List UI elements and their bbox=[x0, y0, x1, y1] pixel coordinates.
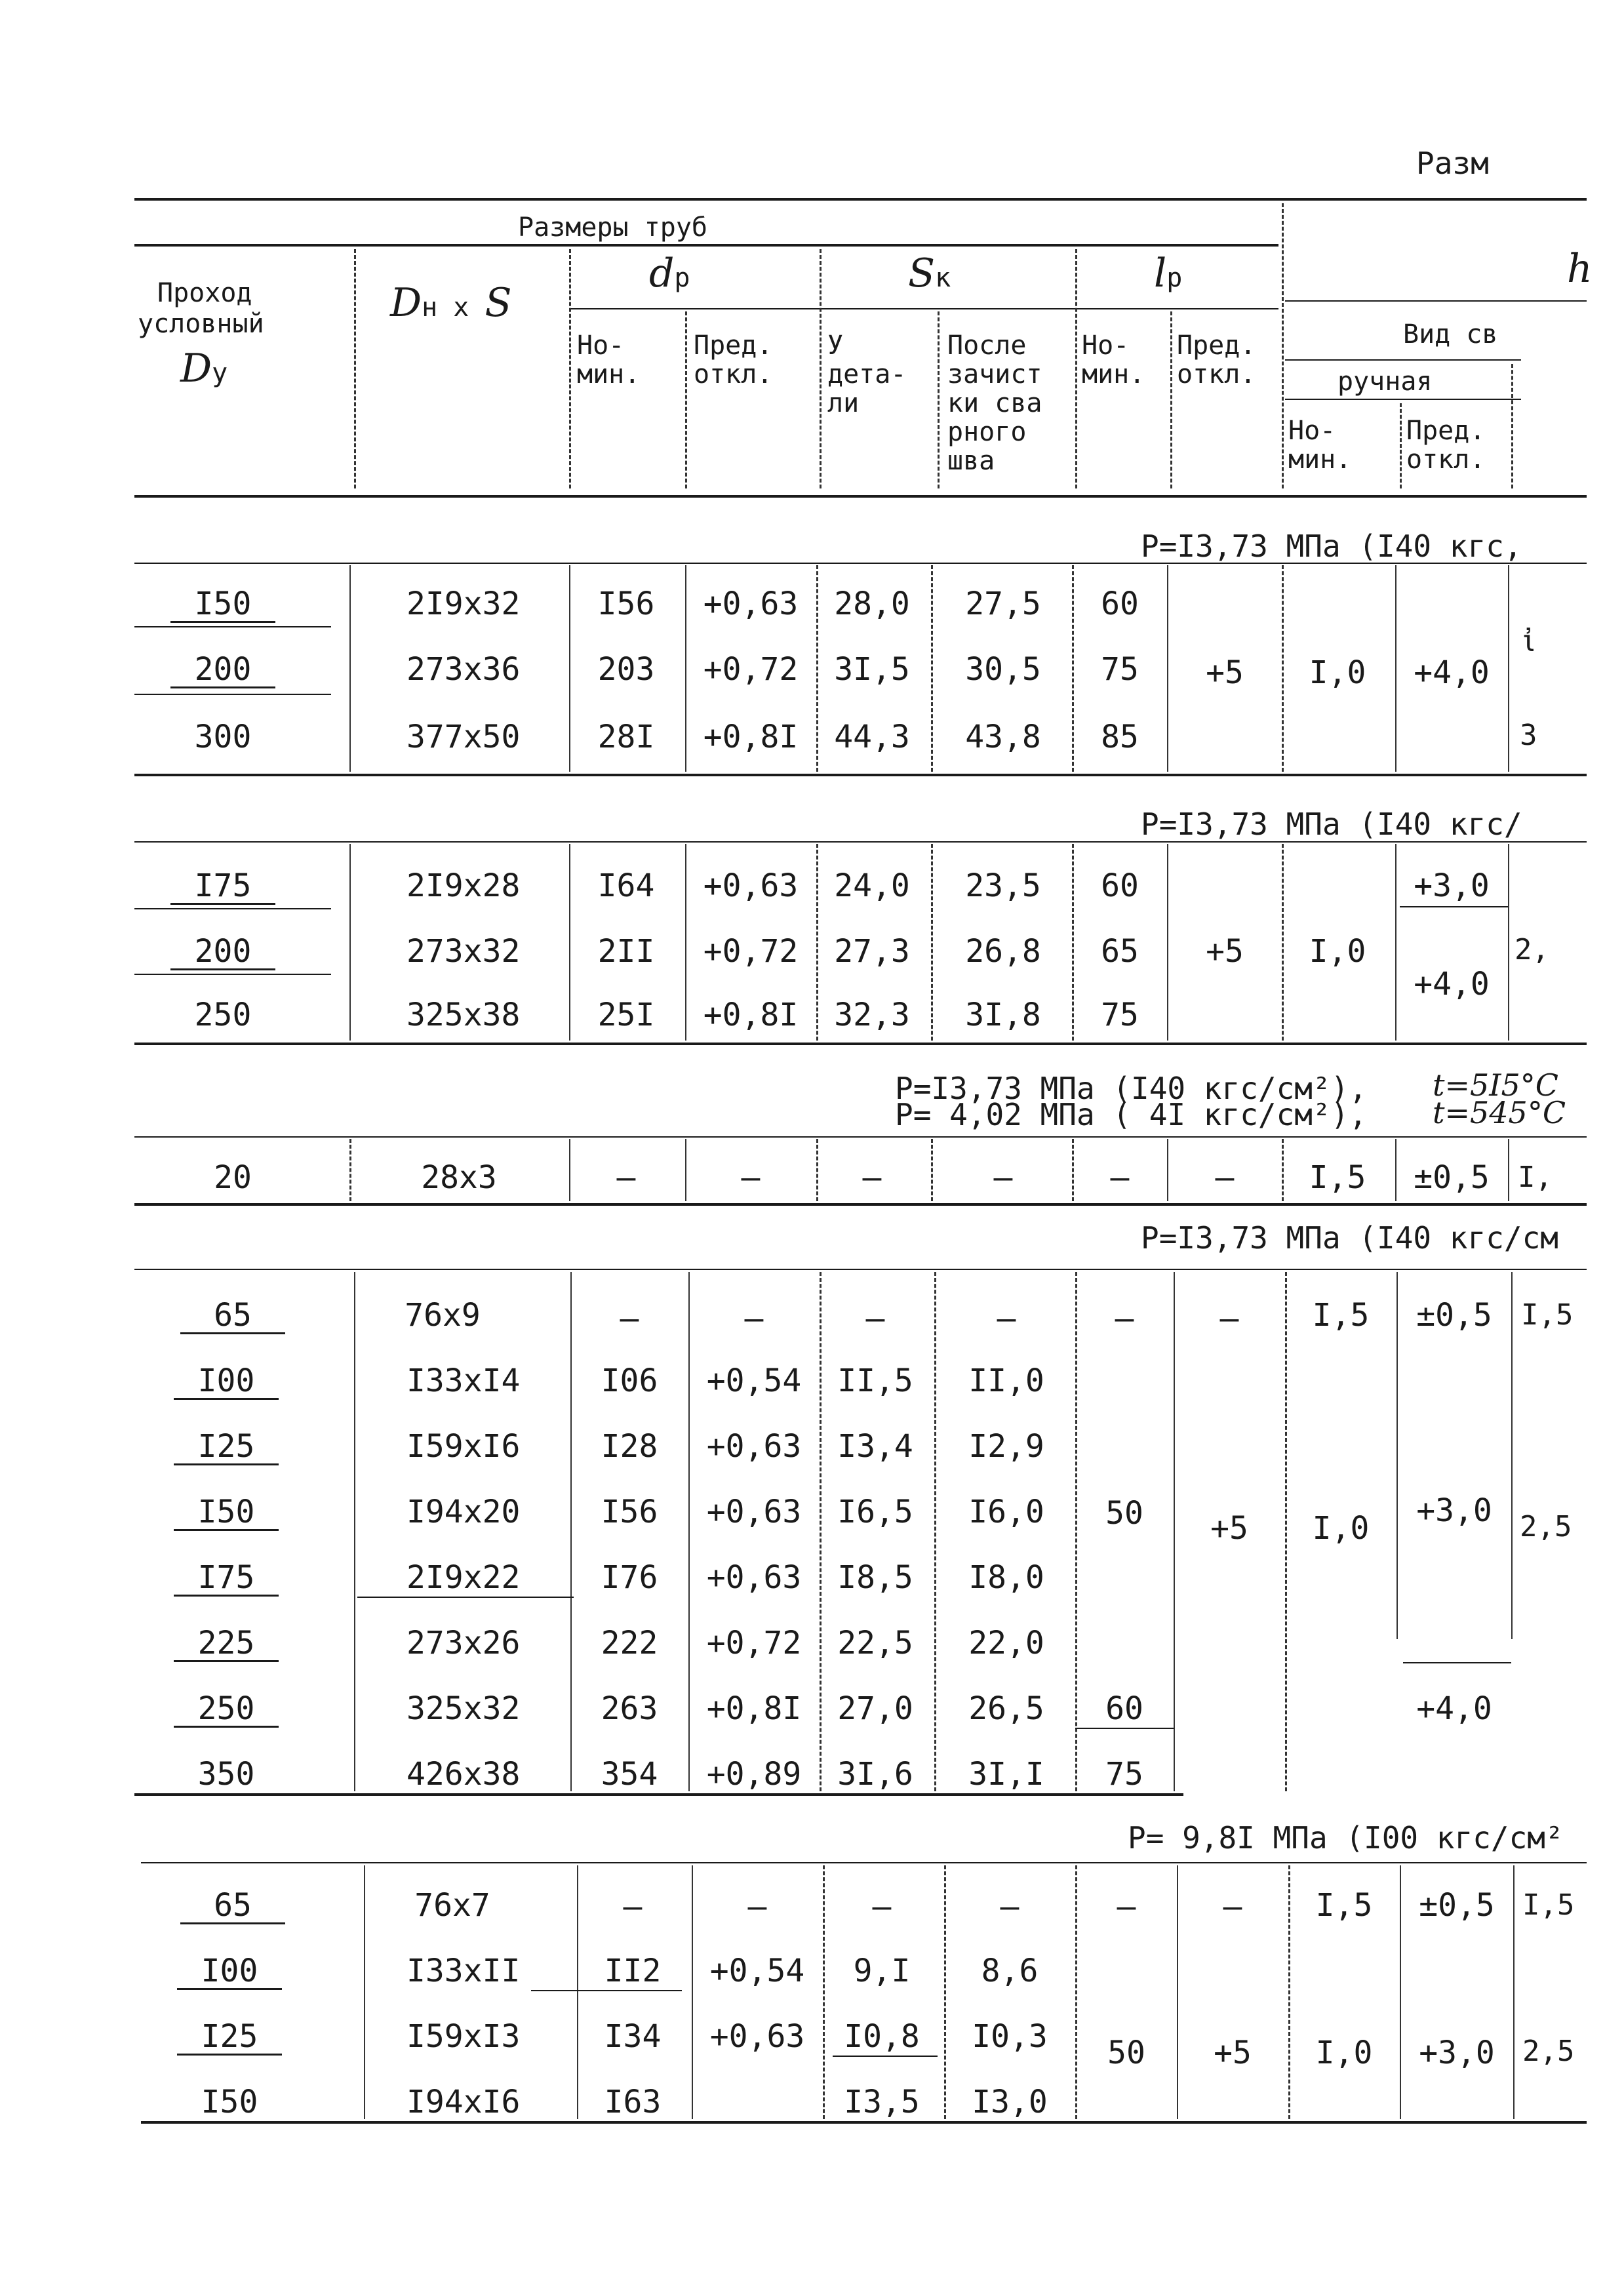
cell-h-deviation: +4,0 bbox=[1414, 966, 1490, 1003]
column-divider bbox=[349, 844, 351, 1041]
column-divider bbox=[1282, 844, 1284, 1041]
column-divider bbox=[1511, 1272, 1513, 1639]
header-rule-2 bbox=[134, 244, 1278, 247]
cell-dp-nominal: I28 bbox=[601, 1428, 658, 1465]
cell-sk-detail: 3I,6 bbox=[837, 1756, 913, 1793]
cell-sk-after: I6,0 bbox=[968, 1494, 1044, 1530]
cell-edge: I,5 bbox=[1522, 1888, 1575, 1922]
cell-h-deviation: +4,0 bbox=[1416, 1690, 1492, 1727]
cell-edge: I,5 bbox=[1521, 1298, 1574, 1332]
cell-dp-deviation: +0,72 bbox=[703, 933, 799, 970]
cell-dp-deviation: +0,63 bbox=[709, 2018, 805, 2055]
cell-dp-nominal: 28I bbox=[597, 719, 655, 755]
cell-dy: I50 bbox=[170, 587, 275, 623]
cell-dn: 377x50 bbox=[406, 719, 521, 755]
section-4-top-rule bbox=[134, 1269, 1587, 1270]
cell-dy: I75 bbox=[174, 1560, 279, 1597]
column-divider bbox=[1285, 1272, 1287, 1791]
section-1-top-rule bbox=[134, 563, 1587, 564]
cell-edge: 3 bbox=[1520, 719, 1537, 752]
header-h-nominal: Но- мин. bbox=[1288, 416, 1352, 475]
cell-dn: 76x9 bbox=[405, 1297, 481, 1334]
cell-sk-detail: I0,8 bbox=[844, 2018, 920, 2055]
cell-lp-deviation: +5 bbox=[1210, 1510, 1248, 1547]
cell-h-nominal: I,0 bbox=[1315, 2035, 1373, 2071]
cell-dash: – bbox=[1219, 1300, 1239, 1337]
column-divider bbox=[577, 1865, 578, 2119]
column-divider bbox=[1282, 1139, 1284, 1201]
cell-dy: 225 bbox=[174, 1626, 279, 1662]
cell-dash: – bbox=[872, 1888, 892, 1925]
row-underline bbox=[1075, 1728, 1174, 1729]
column-divider bbox=[1282, 565, 1284, 772]
header-pipe-sizes: Размеры труб bbox=[518, 212, 707, 243]
cell-dp-deviation: +0,63 bbox=[703, 586, 799, 622]
cell-dash: – bbox=[1000, 1888, 1020, 1925]
cell-sk-after: 30,5 bbox=[965, 651, 1041, 688]
cell-edge: 2, bbox=[1515, 933, 1549, 966]
header-rule-5 bbox=[1285, 359, 1521, 361]
cell-dy: 65 bbox=[180, 1298, 285, 1334]
cell-h-deviation: ±0,5 bbox=[1419, 1887, 1495, 1924]
cell-dy: I25 bbox=[174, 1429, 279, 1465]
header-divider bbox=[1511, 364, 1513, 488]
cell-h-deviation: +3,0 bbox=[1414, 867, 1490, 904]
cell-dy: 200 bbox=[170, 652, 275, 688]
section-3-pressure-1: P=I3,73 МПа (I40 кгс/см²), bbox=[895, 1071, 1368, 1106]
column-divider bbox=[685, 844, 686, 1041]
cell-edge: ἰ bbox=[1520, 625, 1537, 658]
column-divider bbox=[685, 1139, 686, 1201]
cell-sk-after: 22,0 bbox=[968, 1625, 1044, 1661]
cell-sk-detail: 27,3 bbox=[834, 933, 910, 970]
section-2-top-rule bbox=[134, 841, 1587, 843]
header-dy-line2: условный bbox=[138, 309, 264, 339]
column-divider bbox=[944, 1865, 946, 2119]
column-divider bbox=[688, 1272, 690, 1791]
cell-dp-nominal: 203 bbox=[597, 651, 655, 688]
cell-lp: 65 bbox=[1101, 933, 1139, 970]
row-underline bbox=[134, 626, 331, 627]
header-divider bbox=[938, 311, 940, 488]
cell-dash: – bbox=[741, 1159, 761, 1196]
section-3-temperature-2: t=545°C bbox=[1433, 1095, 1566, 1130]
header-lp-symbol: lр bbox=[1154, 250, 1183, 296]
cell-sk-after: I3,0 bbox=[972, 2084, 1048, 2120]
column-divider bbox=[820, 1272, 822, 1791]
column-divider bbox=[816, 844, 818, 1041]
header-lp-deviation: Пред. откл. bbox=[1177, 330, 1256, 389]
cell-dash: – bbox=[1223, 1888, 1242, 1925]
cell-sk-detail: 44,3 bbox=[834, 719, 910, 755]
cell-dy: I75 bbox=[170, 869, 275, 905]
column-divider bbox=[354, 1272, 355, 1791]
header-lp-nominal: Но- мин. bbox=[1082, 330, 1145, 389]
row-underline bbox=[134, 974, 331, 975]
cell-dash: – bbox=[620, 1300, 639, 1337]
row-underline bbox=[134, 694, 331, 695]
cell-sk-detail: 28,0 bbox=[834, 586, 910, 622]
column-divider bbox=[931, 844, 933, 1041]
cell-dy: 200 bbox=[170, 934, 275, 970]
header-bottom-rule bbox=[134, 495, 1587, 498]
column-divider bbox=[931, 565, 933, 772]
cell-dy: 350 bbox=[197, 1756, 255, 1793]
column-divider bbox=[349, 565, 351, 772]
column-divider bbox=[349, 1139, 351, 1201]
column-divider bbox=[1508, 1139, 1509, 1201]
cell-sk-after: 43,8 bbox=[965, 719, 1041, 755]
column-divider bbox=[1288, 1865, 1290, 2119]
cell-lp: 60 bbox=[1101, 867, 1139, 904]
cell-dn: I94x20 bbox=[406, 1494, 521, 1530]
cell-h-nominal: I,0 bbox=[1309, 654, 1366, 691]
cell-dash: – bbox=[865, 1300, 885, 1337]
section-4-bottom-rule bbox=[134, 1793, 1183, 1796]
cell-dash: – bbox=[616, 1159, 636, 1196]
header-dy-symbol: Dу bbox=[180, 346, 228, 391]
cell-dash: – bbox=[744, 1300, 764, 1337]
cell-sk-detail: 22,5 bbox=[837, 1625, 913, 1661]
cell-h-nominal: I,5 bbox=[1309, 1159, 1366, 1196]
cell-sk-after: I0,3 bbox=[972, 2018, 1048, 2055]
cell-sk-detail: I3,4 bbox=[837, 1428, 913, 1465]
cell-edge: 2,5 bbox=[1522, 2035, 1575, 2068]
cell-dy: 250 bbox=[194, 997, 252, 1033]
cell-sk-detail: 24,0 bbox=[834, 867, 910, 904]
header-divider bbox=[1170, 311, 1172, 488]
cell-lp: 85 bbox=[1101, 719, 1139, 755]
column-divider bbox=[1513, 1865, 1515, 2119]
header-divider bbox=[1400, 403, 1402, 488]
cell-h-deviation: +3,0 bbox=[1416, 1492, 1492, 1529]
cell-sk-detail: I8,5 bbox=[837, 1559, 913, 1596]
column-divider bbox=[569, 1139, 570, 1201]
cell-sk-after: 3I,8 bbox=[965, 997, 1041, 1033]
cell-dn: 426x38 bbox=[406, 1756, 521, 1793]
cell-dash: – bbox=[747, 1888, 767, 1925]
cell-dy: 250 bbox=[174, 1692, 279, 1728]
cell-sk-after: 26,5 bbox=[968, 1690, 1044, 1727]
row-underline bbox=[134, 908, 331, 909]
cell-sk-after: 8,6 bbox=[981, 1953, 1039, 1989]
column-divider bbox=[570, 1272, 572, 1791]
cell-lp: 60 bbox=[1101, 586, 1139, 622]
cell-dp-nominal: I56 bbox=[597, 586, 655, 622]
column-divider bbox=[692, 1865, 693, 2119]
column-divider bbox=[1396, 1272, 1398, 1639]
header-divider bbox=[354, 249, 356, 488]
row-underline bbox=[833, 2056, 938, 2057]
header-top-rule bbox=[134, 198, 1587, 201]
cell-sk-detail: 3I,5 bbox=[834, 651, 910, 688]
cell-dy: I50 bbox=[201, 2084, 258, 2120]
header-dy-line1: Проход bbox=[157, 278, 252, 308]
header-dp-symbol: dр bbox=[649, 250, 690, 296]
cell-dp-deviation: +0,63 bbox=[706, 1428, 802, 1465]
cell-h-deviation: +4,0 bbox=[1414, 654, 1490, 691]
cell-sk-detail: II,5 bbox=[837, 1362, 913, 1399]
cell-lp: 60 bbox=[1105, 1690, 1143, 1727]
cell-sk-detail: I3,5 bbox=[844, 2084, 920, 2120]
cell-dn: I59xI3 bbox=[406, 2018, 521, 2055]
header-rule-4 bbox=[1285, 300, 1587, 302]
cell-dn: I59xI6 bbox=[406, 1428, 521, 1465]
cell-dash: – bbox=[1110, 1159, 1130, 1196]
header-divider bbox=[685, 311, 687, 488]
cell-h-deviation: +3,0 bbox=[1419, 2035, 1495, 2071]
section-3-top-rule bbox=[134, 1136, 1587, 1138]
cell-dp-deviation: +0,63 bbox=[706, 1559, 802, 1596]
cell-dp-deviation: +0,63 bbox=[703, 867, 799, 904]
cell-sk-after: I2,9 bbox=[968, 1428, 1044, 1465]
cell-sk-detail: 32,3 bbox=[834, 997, 910, 1033]
header-divider bbox=[820, 249, 822, 488]
column-divider bbox=[823, 1865, 825, 2119]
header-dp-nominal: Но- мин. bbox=[577, 330, 641, 389]
cell-lp: 75 bbox=[1105, 1756, 1143, 1793]
cell-dp-deviation: +0,72 bbox=[706, 1625, 802, 1661]
cell-dy: I00 bbox=[177, 1954, 282, 1990]
cell-dash: – bbox=[1115, 1300, 1134, 1337]
column-divider bbox=[816, 1139, 818, 1201]
header-manual: ручная bbox=[1337, 367, 1433, 397]
cell-sk-detail: 9,I bbox=[853, 1953, 911, 1989]
cell-sk-after: 26,8 bbox=[965, 933, 1041, 970]
cell-dp-nominal: 222 bbox=[601, 1625, 658, 1661]
header-rule-3 bbox=[570, 308, 1278, 309]
header-divider bbox=[1075, 249, 1077, 488]
column-divider bbox=[364, 1865, 365, 2119]
cell-lp-deviation: +5 bbox=[1206, 654, 1244, 691]
cell-dp-nominal: 25I bbox=[597, 997, 655, 1033]
cell-dp-nominal: I76 bbox=[601, 1559, 658, 1596]
column-divider bbox=[934, 1272, 936, 1791]
cell-h-nominal: I,0 bbox=[1312, 1510, 1370, 1547]
cell-dy: 65 bbox=[180, 1888, 285, 1924]
header-divider bbox=[1282, 203, 1284, 488]
cell-dp-deviation: +0,54 bbox=[706, 1362, 802, 1399]
cell-sk-after: 23,5 bbox=[965, 867, 1041, 904]
column-divider bbox=[569, 844, 570, 1041]
column-divider bbox=[1400, 1865, 1401, 2119]
header-divider bbox=[569, 249, 571, 488]
header-sk-after-weld: После зачист ки сва рного шва bbox=[947, 330, 1042, 476]
header-h-deviation: Пред. откл. bbox=[1406, 416, 1486, 475]
cell-dy: I00 bbox=[174, 1364, 279, 1400]
section-2-bottom-rule bbox=[134, 1043, 1587, 1045]
section-3-temperature-1: t=5I5°C bbox=[1433, 1067, 1558, 1103]
cell-dp-nominal: 354 bbox=[601, 1756, 658, 1793]
cell-dash: – bbox=[993, 1159, 1013, 1196]
cell-dn: 28x3 bbox=[421, 1159, 497, 1196]
section-2-pressure: P=I3,73 МПа (I40 кгс/ bbox=[1141, 806, 1522, 842]
cell-dy: 300 bbox=[194, 719, 252, 755]
column-divider bbox=[931, 1139, 933, 1201]
cell-dp-nominal: I63 bbox=[604, 2084, 662, 2120]
cell-dp-deviation: +0,8I bbox=[703, 997, 799, 1033]
section-1-bottom-rule bbox=[134, 774, 1587, 776]
cell-dp-deviation: +0,8I bbox=[706, 1690, 802, 1727]
cell-h-deviation: ±0,5 bbox=[1414, 1159, 1490, 1196]
column-divider bbox=[1508, 844, 1509, 1041]
cell-dash: – bbox=[1215, 1159, 1235, 1196]
cell-dn: 325x38 bbox=[406, 997, 521, 1033]
cell-dn: 2I9x28 bbox=[406, 867, 521, 904]
section-3-bottom-rule bbox=[134, 1203, 1587, 1206]
cell-dn: 325x32 bbox=[406, 1690, 521, 1727]
header-weld-type: Вид св bbox=[1403, 319, 1498, 349]
cell-dp-nominal: 263 bbox=[601, 1690, 658, 1727]
cell-lp-deviation: +5 bbox=[1206, 933, 1244, 970]
cell-dash: – bbox=[997, 1300, 1016, 1337]
cell-sk-after: II,0 bbox=[968, 1362, 1044, 1399]
row-underline bbox=[357, 1597, 574, 1598]
cell-dp-deviation: +0,63 bbox=[706, 1494, 802, 1530]
cell-sk-detail: 27,0 bbox=[837, 1690, 913, 1727]
cell-sk-after: 27,5 bbox=[965, 586, 1041, 622]
cell-dp-deviation: +0,72 bbox=[703, 651, 799, 688]
cell-dy: I25 bbox=[177, 2019, 282, 2056]
cell-dash: – bbox=[862, 1159, 882, 1196]
section-5-top-rule bbox=[141, 1862, 1587, 1863]
cell-dn: 273x26 bbox=[406, 1625, 521, 1661]
column-divider bbox=[685, 565, 686, 772]
cell-dp-nominal: I06 bbox=[601, 1362, 658, 1399]
cell-sk-after: 3I,I bbox=[968, 1756, 1044, 1793]
column-divider bbox=[1395, 1139, 1396, 1201]
header-h-symbol: h bbox=[1567, 246, 1593, 292]
cell-dp-deviation: +0,54 bbox=[709, 1953, 805, 1989]
column-divider bbox=[1395, 844, 1396, 1041]
column-divider bbox=[816, 565, 818, 772]
row-underline bbox=[531, 1990, 682, 1991]
row-underline bbox=[1400, 906, 1508, 907]
cell-dn: 76x7 bbox=[414, 1887, 490, 1924]
cell-lp: 50 bbox=[1107, 2035, 1145, 2071]
cell-dn: I33xI4 bbox=[406, 1362, 521, 1399]
section-5-bottom-rule bbox=[141, 2121, 1587, 2124]
cell-dp-nominal: 2II bbox=[597, 933, 655, 970]
cell-edge: I, bbox=[1518, 1161, 1553, 1194]
cell-dn: 2I9x32 bbox=[406, 586, 521, 622]
cell-dn: 273x36 bbox=[406, 651, 521, 688]
cell-dp-deviation: +0,8I bbox=[703, 719, 799, 755]
cell-dn: 273x32 bbox=[406, 933, 521, 970]
cell-dy: 20 bbox=[214, 1159, 252, 1196]
cell-dn: I33xII bbox=[406, 1953, 521, 1989]
section-5-pressure: P= 9,8I МПа (I00 кгс/см² bbox=[1128, 1820, 1564, 1856]
cell-h-nominal: I,5 bbox=[1315, 1887, 1373, 1924]
header-sk-detail: У дета- ли bbox=[827, 330, 907, 418]
header-dn-symbol: Dн x S bbox=[390, 280, 512, 326]
cell-lp-deviation: +5 bbox=[1214, 2035, 1252, 2071]
cell-h-deviation: ±0,5 bbox=[1416, 1297, 1492, 1334]
cell-dn: 2I9x22 bbox=[406, 1559, 521, 1596]
cell-dn: I94xI6 bbox=[406, 2084, 521, 2120]
cell-h-nominal: I,0 bbox=[1309, 933, 1366, 970]
cell-lp: 50 bbox=[1105, 1495, 1143, 1532]
section-3-pressure-2: P= 4,02 МПа ( 4I кгс/см²), bbox=[895, 1097, 1368, 1132]
cell-sk-detail: I6,5 bbox=[837, 1494, 913, 1530]
column-divider bbox=[569, 565, 570, 772]
cell-dp-nominal: II2 bbox=[604, 1953, 662, 1989]
cell-edge: 2,5 bbox=[1520, 1510, 1572, 1543]
cell-dash: – bbox=[623, 1888, 643, 1925]
cell-dp-nominal: I64 bbox=[597, 867, 655, 904]
cell-h-nominal: I,5 bbox=[1312, 1297, 1370, 1334]
section-4-pressure: P=I3,73 МПа (I40 кгс/см bbox=[1141, 1220, 1558, 1256]
header-sk-symbol: Sк bbox=[908, 250, 951, 296]
row-underline bbox=[1403, 1662, 1511, 1663]
column-divider bbox=[1395, 565, 1396, 772]
cell-dp-nominal: I56 bbox=[601, 1494, 658, 1530]
cell-dp-deviation: +0,89 bbox=[706, 1756, 802, 1793]
cell-dy: I50 bbox=[174, 1495, 279, 1531]
cell-dp-nominal: I34 bbox=[604, 2018, 662, 2055]
section-1-pressure: P=I3,73 МПа (I40 кгс, bbox=[1141, 528, 1522, 564]
cell-dash: – bbox=[1117, 1888, 1136, 1925]
cell-lp: 75 bbox=[1101, 997, 1139, 1033]
page-corner-caption: Разм bbox=[1416, 146, 1489, 181]
cell-lp: 75 bbox=[1101, 651, 1139, 688]
cell-sk-after: I8,0 bbox=[968, 1559, 1044, 1596]
column-divider bbox=[1508, 565, 1509, 772]
header-rule-6 bbox=[1285, 399, 1521, 400]
header-dp-deviation: Пред. откл. bbox=[694, 330, 773, 389]
